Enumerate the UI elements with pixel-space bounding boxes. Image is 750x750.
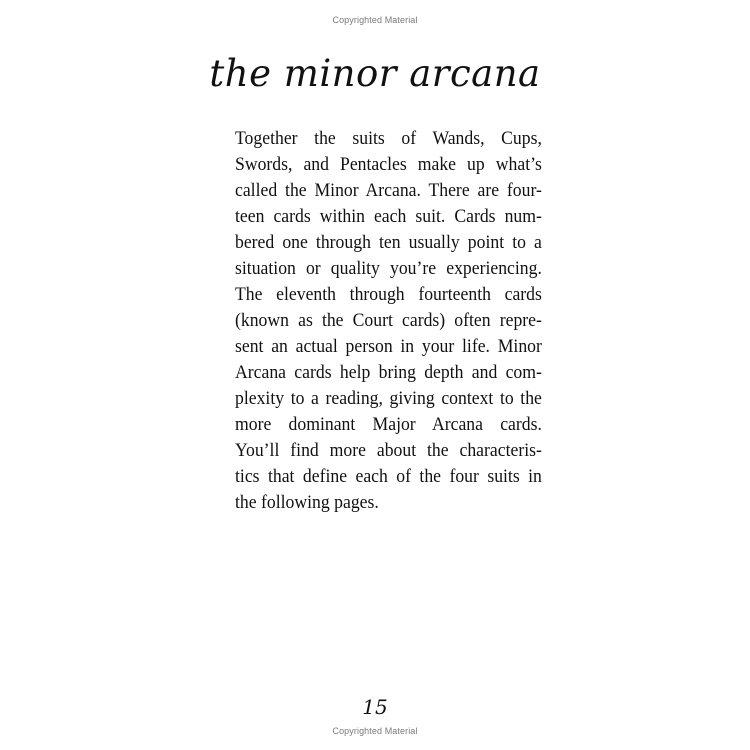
body-line: plexity to a reading, giving context to the bbox=[235, 388, 542, 409]
body-line: You’ll find more about the characteris- bbox=[235, 440, 542, 461]
body-paragraph bbox=[235, 126, 542, 516]
body-line: bered one through ten usually point to a bbox=[235, 232, 542, 253]
body-line: tics that define each of the four suits in bbox=[235, 466, 542, 487]
body-line: situation or quality you’re experiencing. bbox=[235, 258, 542, 279]
body-line: called the Minor Arcana. There are four- bbox=[235, 180, 542, 201]
copyright-watermark-top: Copyrighted Material bbox=[332, 15, 418, 25]
body-line: (known as the Court cards) often repre- bbox=[235, 310, 542, 331]
body-line: The eleventh through fourteenth cards bbox=[235, 284, 542, 305]
page-number: 15 bbox=[362, 695, 388, 719]
copyright-watermark-bottom: Copyrighted Material bbox=[332, 726, 418, 736]
body-line: the following pages. bbox=[235, 492, 379, 513]
body-line: Together the suits of Wands, Cups, bbox=[235, 128, 542, 149]
body-line: teen cards within each suit. Cards num- bbox=[235, 206, 542, 227]
body-line: more dominant Major Arcana cards. bbox=[235, 414, 542, 435]
body-line: Swords, and Pentacles make up what’s bbox=[235, 154, 542, 175]
body-line: sent an actual person in your life. Minor bbox=[235, 336, 542, 357]
body-line: Arcana cards help bring depth and com- bbox=[235, 362, 542, 383]
page-title: the minor arcana bbox=[209, 52, 541, 95]
